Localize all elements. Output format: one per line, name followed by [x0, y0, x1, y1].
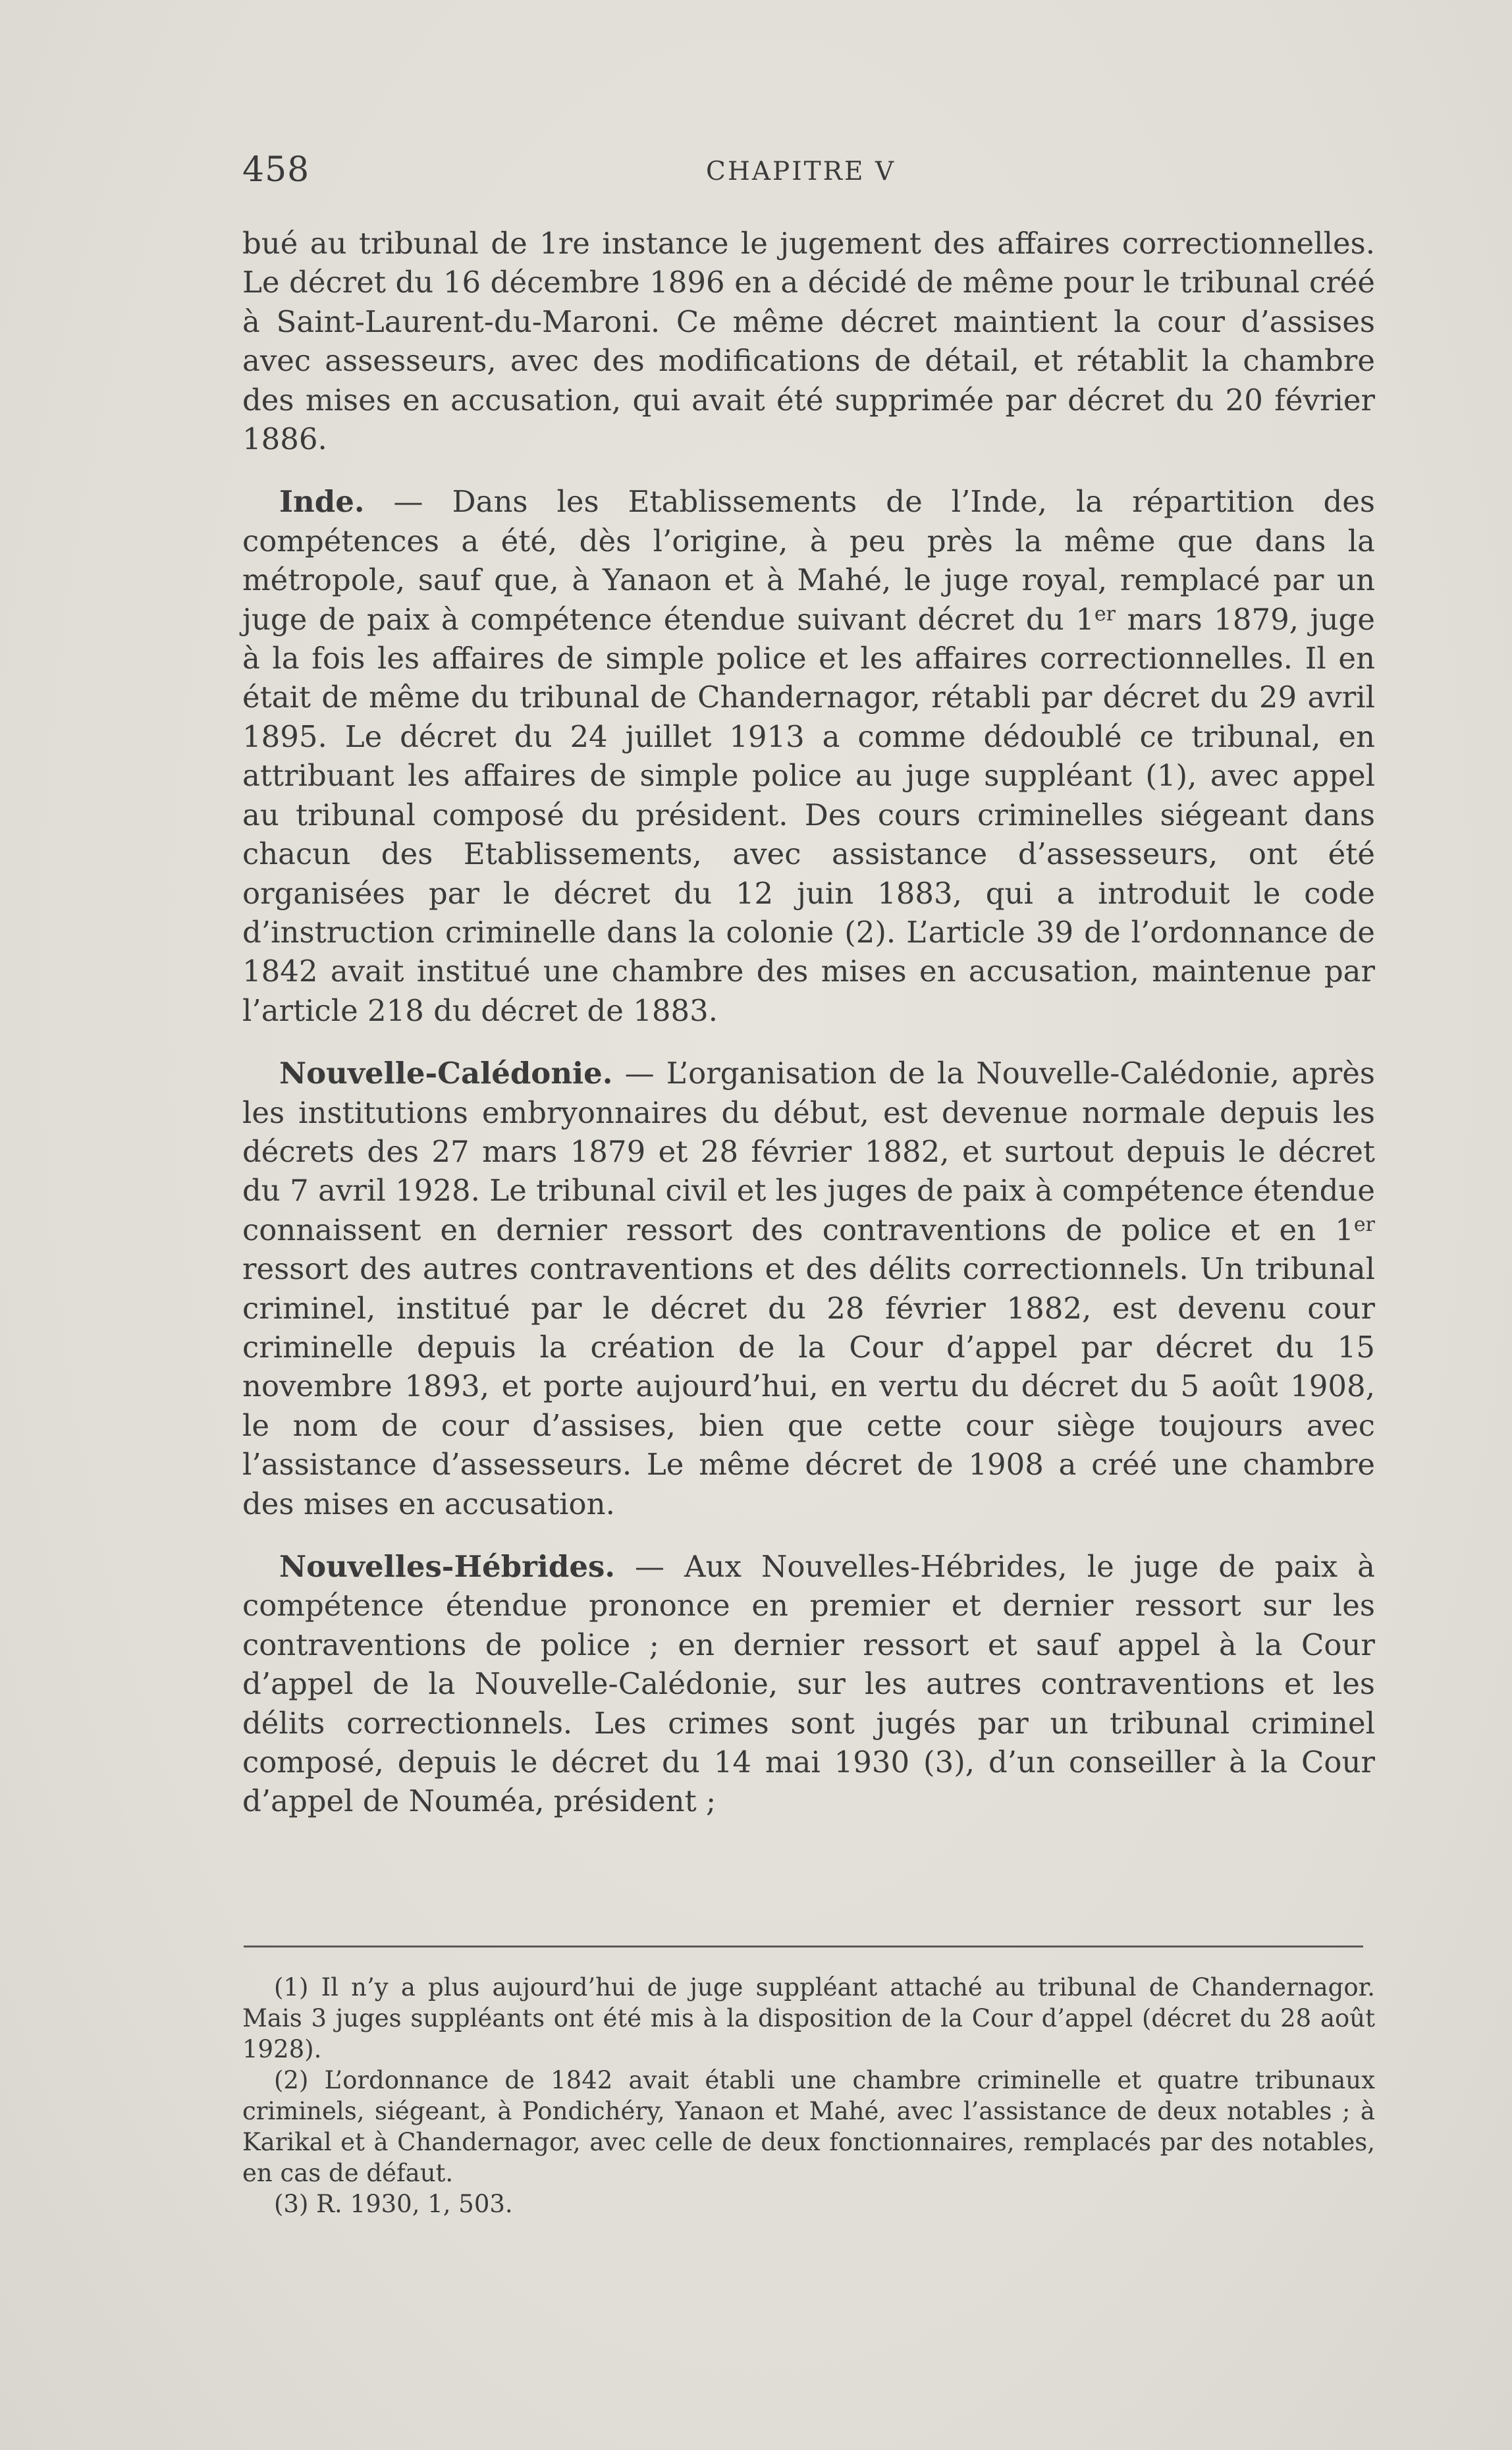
paragraph-text: ressort des autres contraventions et des délits correctionnels. Un tribunal criminel, institué par le décret du 28 février 1882, est devenu cour criminelle depuis la création de la Cour d’appel par décret du 15 novembre 1893, et porte aujourd’hui, en vertu du décret du 5 août 1908, le nom de cour d’assises, bien que cette cour siège toujours avec l’assistance d’assesseurs. Le même décret de 1908 a créé une chambre des mises en accusation.: [242, 1251, 1375, 1521]
footnote-divider: [244, 1946, 1363, 1947]
paragraph-text: mars 1879, juge à la fois les affaires de simple police et les affaires correctionnelles. Il en était de même du tribunal de Chandernagor, rétabli par décret du 29 avril 1895. Le décret du 24 juillet 1913 a comme dédoublé ce tribunal, en attribuant les affaires de simple police au juge suppléant (1), avec appel au tribunal composé du président. Des cours criminelles siégeant dans chacun des Etablissements, avec assistance d’assesseurs, ont été organisées par le décret du 12 juin 1883, qui a introduit le code d’instruction criminelle dans la colonie (2). L’article 39 de l’ordonnance de 1842 avait institué une chambre des mises en accusation, maintenue par l’article 218 du décret de 1883.: [242, 601, 1375, 1028]
paragraph-text: — L’organisation de la Nouvelle-Calédonie, après les institutions embryonnaires du début, est devenue normale depuis les décrets des 27 mars 1879 et 28 février 1882, et surtout depuis le décret du 7 avril 1928. Le tribunal civil et les juges de paix à compétence étendue connaissent en dernier ressort des contraventions de police et en 1: [242, 1056, 1375, 1247]
footnote-2: (2) L’ordonnance de 1842 avait établi une chambre criminelle et quatre tribunaux criminels, siégeant, à Pondichéry, Yanaon et Mahé, avec l’assistance de deux notables ; à Karikal et à Chandernagor, avec celle de deux fonctionnaires, remplacés par des notables, en cas de défaut.: [242, 2066, 1375, 2187]
section-heading-nouvelles-hebrides: Nouvelles-Hébrides.: [279, 1549, 615, 1584]
main-text: [242, 224, 1375, 1845]
section-heading-nouvelle-caledonie: Nouvelle-Calédonie.: [279, 1056, 613, 1091]
paragraph-text: — Dans les Etablissements de l’Inde, la répartition des compétences a été, dès l’origine, à peu près la même que dans la métropole, sauf que, à Yanaon et à Mahé, le juge royal, remplacé par un juge de paix à compétence étendue suivant décret du 1: [242, 484, 1375, 637]
paragraph-text: — Aux Nouvelles-Hébrides, le juge de paix à compétence étendue prononce en premier et dernier ressort sur les contraventions de police ; en dernier ressort et sauf appel à la Cour d’appel de la Nouvelle-Calédonie, sur les autres contraventions et les délits correctionnels. Les crimes sont jugés par un tribunal criminel composé, depuis le décret du 14 mai 1930 (3), d’un conseiller à la Cour d’appel de Nouméa, président ;: [242, 1549, 1375, 1819]
paragraph-nouvelle-caledonie: [242, 1054, 1375, 1523]
footnotes: [242, 1972, 1375, 2219]
paragraph-text: bué au tribunal de 1re instance le jugement des affaires correctionnelles. Le décret du 16 décembre 1896 en a décidé de même pour le tribunal créé à Saint-Laurent-du-Maroni. Ce même décret maintient la cour d’assises avec assesseurs, avec des modifications de détail, et rétablit la chambre des mises en accusation, qui avait été supprimée par décret du 20 février 1886.: [242, 226, 1375, 457]
footnote-3: (3) R. 1930, 1, 503.: [274, 2190, 513, 2218]
page-header: [242, 150, 1375, 196]
ordinal-superscript: er: [1353, 1212, 1375, 1236]
page-number: 458: [242, 150, 310, 190]
paragraph-nouvelles-hebrides: [242, 1547, 1375, 1821]
footnote-1: (1) Il n’y a plus aujourd’hui de juge suppléant attaché au tribunal de Chandernagor. Mais 3 juges suppléants ont été mis à la disposition de la Cour d’appel (décret du 28 août 1928).: [242, 1973, 1375, 2063]
section-heading-inde: Inde.: [279, 484, 365, 520]
paragraph-continuation: [242, 224, 1375, 458]
paragraph-inde: [242, 482, 1375, 1030]
ordinal-superscript: er: [1094, 602, 1116, 626]
running-title: CHAPITRE V: [706, 157, 896, 186]
